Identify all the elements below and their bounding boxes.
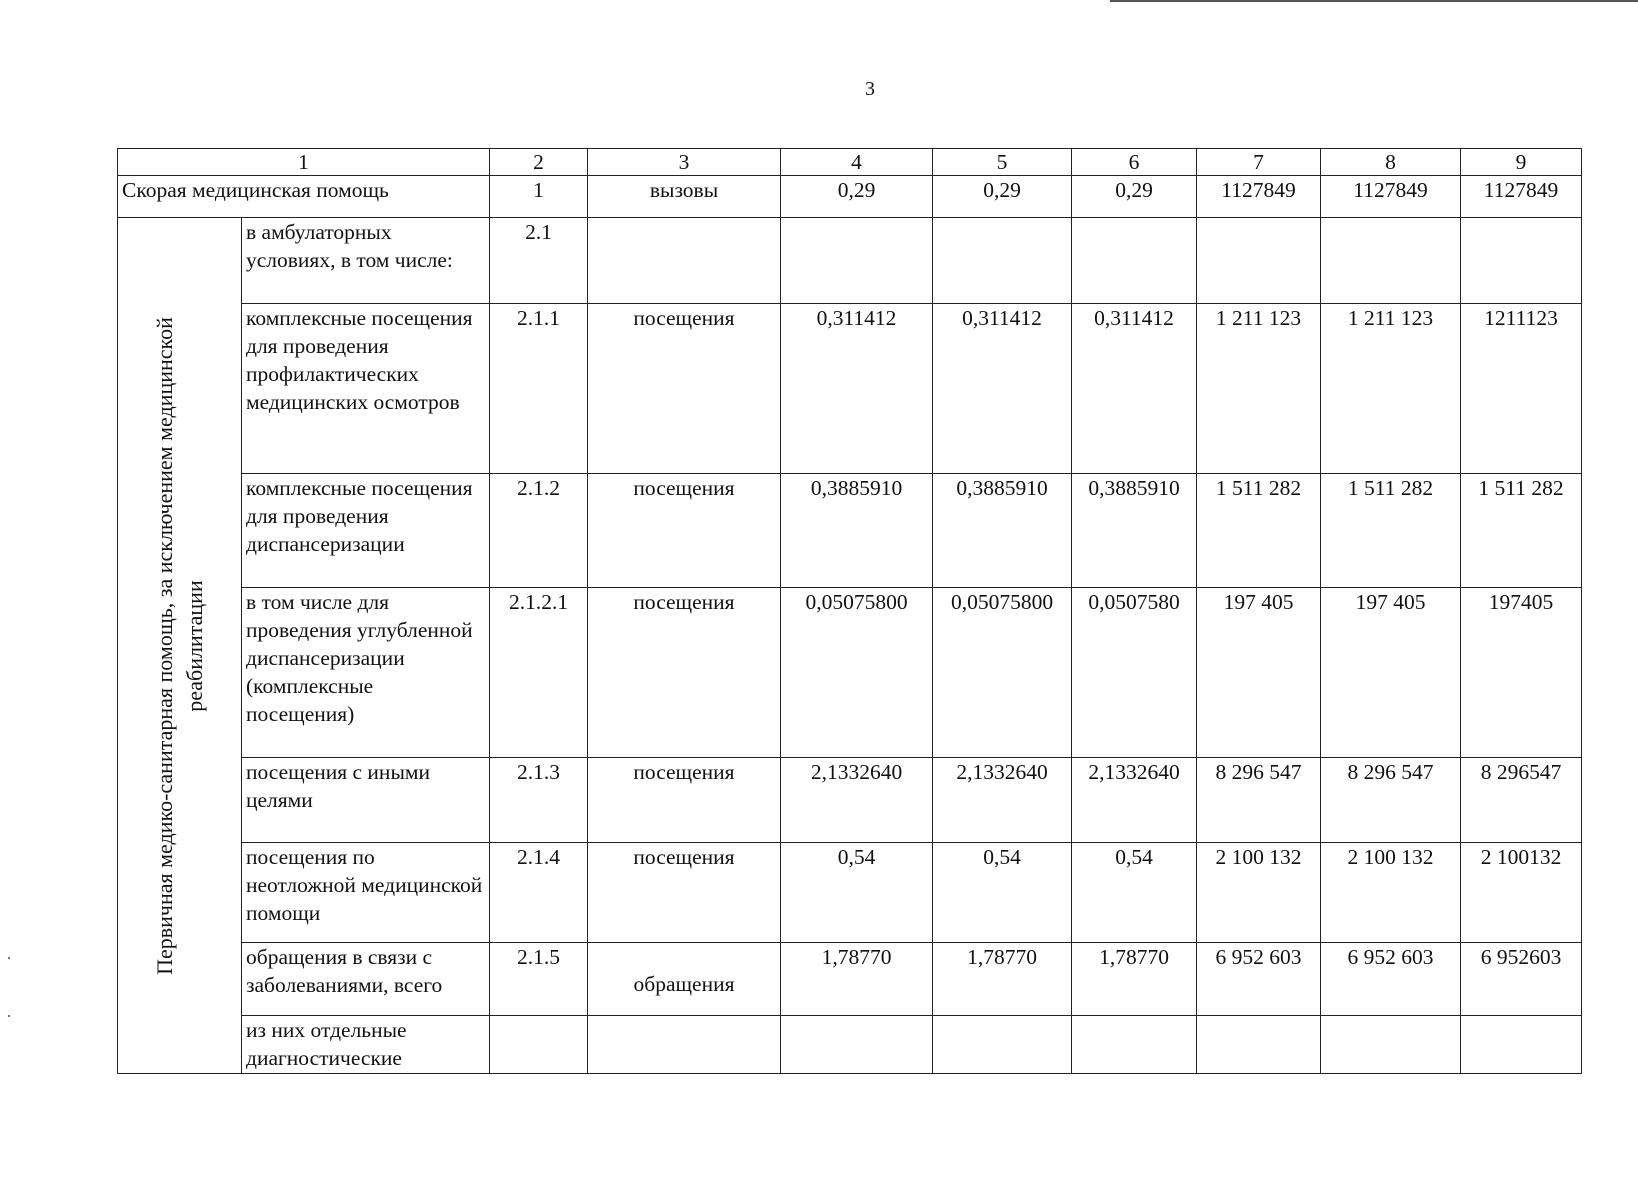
- scan-artifact-dot: [8, 957, 10, 959]
- value-cell: 1 511 282: [1461, 474, 1582, 588]
- value-cell: 8 296 547: [1197, 758, 1321, 843]
- value-cell: 1127849: [1197, 176, 1321, 218]
- value-cell: [1072, 218, 1197, 304]
- row-code: 2.1.1: [490, 304, 588, 474]
- row-code: 2.1.4: [490, 843, 588, 943]
- value-cell: [1197, 218, 1321, 304]
- header-cell: 6: [1072, 149, 1197, 176]
- row-unit: посещения: [588, 588, 781, 758]
- row-name: комплексные посещения для проведения профилактических медицинских осмотров: [242, 304, 490, 474]
- row-code: 1: [490, 176, 588, 218]
- value-cell: 1,78770: [933, 943, 1072, 1016]
- value-cell: [1197, 1016, 1321, 1074]
- value-cell: 0,54: [1072, 843, 1197, 943]
- value-cell: [1461, 218, 1582, 304]
- value-cell: 1127849: [1321, 176, 1461, 218]
- row-code: 2.1.5: [490, 943, 588, 1016]
- row-name: комплексные посещения для проведения диспансеризации: [242, 474, 490, 588]
- value-cell: 2 100 132: [1197, 843, 1321, 943]
- header-cell: 1: [118, 149, 490, 176]
- value-cell: 0,311412: [933, 304, 1072, 474]
- value-cell: 0,0507580: [1072, 588, 1197, 758]
- row-name: из них отдельные диагностические: [242, 1016, 490, 1074]
- value-cell: 1127849: [1461, 176, 1582, 218]
- value-cell: 8 296 547: [1321, 758, 1461, 843]
- table-row: [118, 943, 1582, 1016]
- page-number: 3: [865, 78, 875, 100]
- value-cell: 8 296547: [1461, 758, 1582, 843]
- value-cell: 6 952603: [1461, 943, 1582, 1016]
- value-cell: 0,05075800: [781, 588, 933, 758]
- value-cell: 0,3885910: [781, 474, 933, 588]
- row-unit: вызовы: [588, 176, 781, 218]
- value-cell: 0,3885910: [933, 474, 1072, 588]
- value-cell: 197 405: [1197, 588, 1321, 758]
- value-cell: 2 100 132: [1321, 843, 1461, 943]
- value-cell: 1,78770: [781, 943, 933, 1016]
- value-cell: 1 511 282: [1321, 474, 1461, 588]
- value-cell: 6 952 603: [1321, 943, 1461, 1016]
- column-number-row: [118, 149, 1582, 176]
- row-unit: [588, 1016, 781, 1074]
- header-cell: 5: [933, 149, 1072, 176]
- value-cell: 0,29: [933, 176, 1072, 218]
- value-cell: [933, 218, 1072, 304]
- header-cell: 8: [1321, 149, 1461, 176]
- value-cell: 2 100132: [1461, 843, 1582, 943]
- value-cell: 1,78770: [1072, 943, 1197, 1016]
- row-unit: [588, 218, 781, 304]
- row-unit: посещения: [588, 474, 781, 588]
- value-cell: [1461, 1016, 1582, 1074]
- value-cell: [1321, 218, 1461, 304]
- value-cell: [781, 1016, 933, 1074]
- value-cell: 2,1332640: [1072, 758, 1197, 843]
- header-cell: 7: [1197, 149, 1321, 176]
- header-cell: 4: [781, 149, 933, 176]
- table-row-ambulance: [118, 176, 1582, 218]
- value-cell: 197405: [1461, 588, 1582, 758]
- row-name: посещения по неотложной медицинской помощи: [242, 843, 490, 943]
- row-unit: посещения: [588, 304, 781, 474]
- table-row: [118, 843, 1582, 943]
- row-name: посещения с иными целями: [242, 758, 490, 843]
- value-cell: 2,1332640: [781, 758, 933, 843]
- header-cell: 9: [1461, 149, 1582, 176]
- row-code: 2.1.3: [490, 758, 588, 843]
- table-row: [118, 758, 1582, 843]
- value-cell: 2,1332640: [933, 758, 1072, 843]
- value-cell: [1072, 1016, 1197, 1074]
- value-cell: 0,3885910: [1072, 474, 1197, 588]
- row-unit: обращения: [588, 943, 781, 1016]
- value-cell: 0,54: [933, 843, 1072, 943]
- value-cell: 0,54: [781, 843, 933, 943]
- row-name: обращения в связи с заболеваниями, всего: [242, 943, 490, 1016]
- value-cell: 0,05075800: [933, 588, 1072, 758]
- value-cell: 1 211 123: [1197, 304, 1321, 474]
- row-code: 2.1.2: [490, 474, 588, 588]
- value-cell: 1211123: [1461, 304, 1582, 474]
- data-table: [117, 148, 1582, 1074]
- value-cell: 1 211 123: [1321, 304, 1461, 474]
- row-name: в амбулаторных условиях, в том числе:: [242, 218, 490, 304]
- table-row: [118, 588, 1582, 758]
- value-cell: 0,29: [781, 176, 933, 218]
- value-cell: 0,29: [1072, 176, 1197, 218]
- row-name: Скорая медицинская помощь: [118, 176, 490, 218]
- value-cell: 0,311412: [1072, 304, 1197, 474]
- row-code: [490, 1016, 588, 1074]
- value-cell: 6 952 603: [1197, 943, 1321, 1016]
- group-label-cell: [118, 218, 242, 1074]
- table-row: [118, 474, 1582, 588]
- row-code: 2.1: [490, 218, 588, 304]
- group-label: Первичная медико-санитарная помощь, за исключением медицинской реабилитации: [151, 316, 207, 975]
- table-row: [118, 1016, 1582, 1074]
- scan-artifact-dot: [8, 1015, 10, 1017]
- header-cell: 3: [588, 149, 781, 176]
- value-cell: [1321, 1016, 1461, 1074]
- scan-artifact-line: [1110, 0, 1638, 2]
- row-name: в том числе для проведения углубленной диспансеризации (комплексные посещения): [242, 588, 490, 758]
- value-cell: [781, 218, 933, 304]
- row-code: 2.1.2.1: [490, 588, 588, 758]
- value-cell: 197 405: [1321, 588, 1461, 758]
- value-cell: 0,311412: [781, 304, 933, 474]
- value-cell: [933, 1016, 1072, 1074]
- header-cell: 2: [490, 149, 588, 176]
- table-row: [118, 218, 1582, 304]
- row-unit: посещения: [588, 843, 781, 943]
- value-cell: 1 511 282: [1197, 474, 1321, 588]
- row-unit: посещения: [588, 758, 781, 843]
- table-row: [118, 304, 1582, 474]
